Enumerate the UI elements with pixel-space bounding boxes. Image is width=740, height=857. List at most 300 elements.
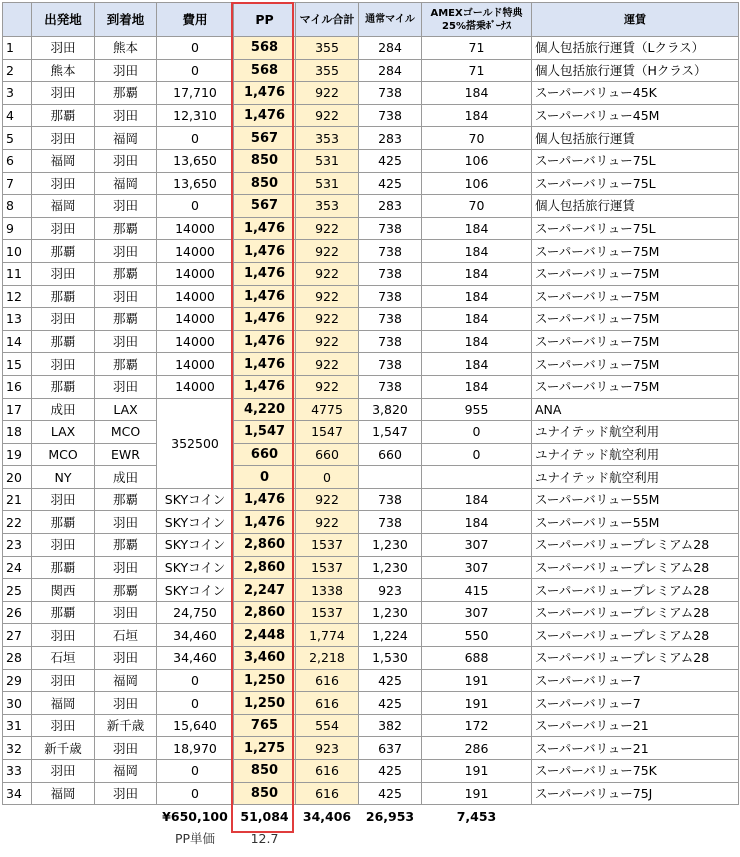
table-row: [3, 579, 739, 602]
bonus-cell: 184: [422, 511, 532, 534]
row-number: 21: [3, 488, 32, 511]
table-row: [3, 647, 739, 670]
miles-total-cell: 922: [296, 82, 359, 105]
miles-total-cell: 4775: [296, 398, 359, 421]
miles-total-cell: 616: [296, 782, 359, 805]
pp-cell: 2,247: [234, 579, 296, 602]
fare-cell: スーパーバリュー75M: [532, 240, 739, 263]
bonus-cell: 307: [422, 556, 532, 579]
bonus-cell: 191: [422, 782, 532, 805]
cost-cell: SKYコイン: [157, 579, 234, 602]
miles-normal-cell: 382: [359, 714, 422, 737]
row-number: 1: [3, 37, 32, 60]
bonus-cell: 307: [422, 534, 532, 557]
arrival-cell: 新千歳: [95, 714, 157, 737]
arrival-cell: 羽田: [95, 59, 157, 82]
bonus-cell: 184: [422, 262, 532, 285]
bonus-cell: 71: [422, 59, 532, 82]
pp-cell: 2,860: [234, 601, 296, 624]
bonus-cell: [422, 466, 532, 489]
miles-total-cell: 353: [296, 195, 359, 218]
departure-cell: 那覇: [32, 240, 95, 263]
row-number: 33: [3, 760, 32, 783]
row-number: 25: [3, 579, 32, 602]
table-row: [3, 556, 739, 579]
miles-normal-cell: 1,230: [359, 534, 422, 557]
arrival-cell: 羽田: [95, 556, 157, 579]
fare-cell: スーパーバリュー75M: [532, 262, 739, 285]
bonus-cell: 191: [422, 669, 532, 692]
miles-total-cell: 922: [296, 262, 359, 285]
cost-cell: SKYコイン: [157, 488, 234, 511]
miles-normal-cell: 738: [359, 262, 422, 285]
arrival-cell: 羽田: [95, 330, 157, 353]
departure-cell: 羽田: [32, 760, 95, 783]
pp-cell: 568: [234, 59, 296, 82]
unit-price-row: [3, 827, 739, 849]
fare-cell: スーパーバリュー75M: [532, 308, 739, 331]
arrival-cell: 羽田: [95, 737, 157, 760]
miles-normal-cell: 425: [359, 760, 422, 783]
table-row: [3, 760, 739, 783]
table-row: [3, 149, 739, 172]
fare-cell: 個人包括旅行運賃: [532, 195, 739, 218]
unit-price-label: PP単価: [174, 830, 216, 846]
arrival-cell: 羽田: [95, 782, 157, 805]
row-number: 20: [3, 466, 32, 489]
fare-cell: スーパーバリュー45M: [532, 104, 739, 127]
fare-cell: ユナイテッド航空利用: [532, 421, 739, 444]
miles-normal-cell: 1,224: [359, 624, 422, 647]
pp-cell: 765: [234, 714, 296, 737]
arrival-cell: 那覇: [95, 488, 157, 511]
miles-total-cell: 1537: [296, 556, 359, 579]
table-body: [3, 37, 739, 805]
row-number: 8: [3, 195, 32, 218]
arrival-cell: 羽田: [95, 692, 157, 715]
total-cost: ¥650,100: [162, 808, 228, 824]
row-number: 9: [3, 217, 32, 240]
pp-cell: 850: [234, 172, 296, 195]
miles-normal-cell: 738: [359, 330, 422, 353]
departure-cell: 羽田: [32, 82, 95, 105]
arrival-cell: EWR: [95, 443, 157, 466]
header-amex-line1: AMEXゴールド特典: [430, 7, 523, 19]
miles-normal-cell: 425: [359, 669, 422, 692]
cost-cell: 14000: [157, 308, 234, 331]
row-number: 5: [3, 127, 32, 150]
departure-cell: 成田: [32, 398, 95, 421]
miles-normal-cell: 425: [359, 782, 422, 805]
miles-normal-cell: 284: [359, 59, 422, 82]
miles-total-cell: 353: [296, 127, 359, 150]
miles-normal-cell: 923: [359, 579, 422, 602]
arrival-cell: 福岡: [95, 172, 157, 195]
cost-cell: 13,650: [157, 149, 234, 172]
cost-cell: 0: [157, 760, 234, 783]
miles-total-cell: 922: [296, 104, 359, 127]
cost-cell: SKYコイン: [157, 556, 234, 579]
pp-cell: 567: [234, 127, 296, 150]
miles-total-cell: 922: [296, 308, 359, 331]
row-number: 2: [3, 59, 32, 82]
bonus-cell: 191: [422, 692, 532, 715]
arrival-cell: 石垣: [95, 624, 157, 647]
cost-cell: 0: [157, 195, 234, 218]
fare-cell: スーパーバリュー75L: [532, 149, 739, 172]
pp-cell: 1,250: [234, 669, 296, 692]
miles-normal-cell: 1,230: [359, 556, 422, 579]
fare-cell: スーパーバリュー55M: [532, 511, 739, 534]
pp-cell: 850: [234, 760, 296, 783]
departure-cell: 羽田: [32, 308, 95, 331]
pp-cell: 660: [234, 443, 296, 466]
header-arrival: 到着地: [95, 3, 157, 37]
table-row: [3, 624, 739, 647]
cost-cell: 12,310: [157, 104, 234, 127]
miles-total-cell: 2,218: [296, 647, 359, 670]
miles-normal-cell: 738: [359, 217, 422, 240]
row-number: 6: [3, 149, 32, 172]
departure-cell: 那覇: [32, 511, 95, 534]
arrival-cell: 福岡: [95, 669, 157, 692]
miles-total-cell: 1547: [296, 421, 359, 444]
miles-total-cell: 922: [296, 217, 359, 240]
cost-cell: 0: [157, 37, 234, 60]
arrival-cell: 那覇: [95, 217, 157, 240]
row-number: 15: [3, 353, 32, 376]
bonus-cell: 70: [422, 127, 532, 150]
cost-cell: 13,650: [157, 172, 234, 195]
departure-cell: 福岡: [32, 195, 95, 218]
table-row: [3, 262, 739, 285]
miles-total-cell: 922: [296, 240, 359, 263]
miles-total-cell: 531: [296, 149, 359, 172]
row-number: 31: [3, 714, 32, 737]
miles-normal-cell: [359, 466, 422, 489]
total-miles-normal: 26,953: [365, 808, 415, 824]
cost-cell: 0: [157, 692, 234, 715]
arrival-cell: 福岡: [95, 760, 157, 783]
miles-total-cell: 355: [296, 59, 359, 82]
row-number: 24: [3, 556, 32, 579]
cost-cell: 0: [157, 782, 234, 805]
bonus-cell: 184: [422, 217, 532, 240]
table-row: [3, 285, 739, 308]
fare-cell: スーパーバリュープレミアム28: [532, 601, 739, 624]
departure-cell: 羽田: [32, 127, 95, 150]
table-row: [3, 82, 739, 105]
cost-cell: SKYコイン: [157, 511, 234, 534]
row-number: 13: [3, 308, 32, 331]
table-row: [3, 217, 739, 240]
pp-cell: 2,448: [234, 624, 296, 647]
table-row: [3, 240, 739, 263]
merged-cost-cell: 352500: [157, 398, 234, 488]
miles-normal-cell: 1,530: [359, 647, 422, 670]
bonus-cell: 550: [422, 624, 532, 647]
cost-cell: SKYコイン: [157, 534, 234, 557]
cost-cell: 14000: [157, 353, 234, 376]
row-number: 3: [3, 82, 32, 105]
departure-cell: NY: [32, 466, 95, 489]
bonus-cell: 191: [422, 760, 532, 783]
bonus-cell: 70: [422, 195, 532, 218]
total-bonus: 7,453: [456, 808, 497, 824]
miles-normal-cell: 1,230: [359, 601, 422, 624]
header-pp: PP: [234, 3, 296, 37]
table-row: [3, 511, 739, 534]
miles-total-cell: 922: [296, 330, 359, 353]
table-row: [3, 737, 739, 760]
miles-normal-cell: 637: [359, 737, 422, 760]
row-number: 16: [3, 375, 32, 398]
departure-cell: 福岡: [32, 692, 95, 715]
bonus-cell: 184: [422, 353, 532, 376]
departure-cell: 福岡: [32, 782, 95, 805]
miles-total-cell: 922: [296, 353, 359, 376]
fare-cell: スーパーバリュー21: [532, 737, 739, 760]
cost-cell: 14000: [157, 217, 234, 240]
table-row: [3, 104, 739, 127]
arrival-cell: 羽田: [95, 149, 157, 172]
miles-total-cell: 554: [296, 714, 359, 737]
arrival-cell: MCO: [95, 421, 157, 444]
departure-cell: 石垣: [32, 647, 95, 670]
fare-cell: スーパーバリュー75M: [532, 330, 739, 353]
fare-cell: スーパーバリュープレミアム28: [532, 556, 739, 579]
flight-log-table: [2, 2, 739, 849]
bonus-cell: 184: [422, 285, 532, 308]
miles-normal-cell: 738: [359, 82, 422, 105]
row-number: 32: [3, 737, 32, 760]
pp-cell: 1,476: [234, 375, 296, 398]
miles-total-cell: 531: [296, 172, 359, 195]
arrival-cell: 羽田: [95, 104, 157, 127]
miles-normal-cell: 425: [359, 692, 422, 715]
header-miles-normal: 通常マイル: [359, 3, 422, 37]
miles-normal-cell: 738: [359, 104, 422, 127]
table-row: [3, 127, 739, 150]
departure-cell: 福岡: [32, 149, 95, 172]
miles-normal-cell: 738: [359, 375, 422, 398]
bonus-cell: 184: [422, 375, 532, 398]
departure-cell: 羽田: [32, 624, 95, 647]
departure-cell: 那覇: [32, 330, 95, 353]
fare-cell: ユナイテッド航空利用: [532, 443, 739, 466]
departure-cell: 那覇: [32, 285, 95, 308]
pp-cell: 1,476: [234, 353, 296, 376]
bonus-cell: 184: [422, 308, 532, 331]
header-row: [3, 3, 739, 37]
header-fare: 運賃: [532, 3, 739, 37]
header-amex-bonus: [422, 3, 532, 37]
fare-cell: スーパーバリュー75J: [532, 782, 739, 805]
miles-normal-cell: 738: [359, 240, 422, 263]
header-cost: 費用: [157, 3, 234, 37]
table-row: [3, 172, 739, 195]
arrival-cell: 羽田: [95, 195, 157, 218]
row-number: 34: [3, 782, 32, 805]
table-row: [3, 353, 739, 376]
miles-normal-cell: 425: [359, 172, 422, 195]
fare-cell: スーパーバリュー75M: [532, 375, 739, 398]
cost-cell: 34,460: [157, 624, 234, 647]
fare-cell: スーパーバリュー55M: [532, 488, 739, 511]
miles-total-cell: 922: [296, 488, 359, 511]
table-row: [3, 375, 739, 398]
arrival-cell: 羽田: [95, 375, 157, 398]
pp-cell: 568: [234, 37, 296, 60]
departure-cell: 羽田: [32, 262, 95, 285]
departure-cell: 那覇: [32, 104, 95, 127]
arrival-cell: 羽田: [95, 285, 157, 308]
row-number: 26: [3, 601, 32, 624]
fare-cell: スーパーバリュー75L: [532, 217, 739, 240]
miles-normal-cell: 738: [359, 308, 422, 331]
table-row: [3, 601, 739, 624]
pp-cell: 1,476: [234, 240, 296, 263]
miles-normal-cell: 738: [359, 488, 422, 511]
miles-total-cell: 923: [296, 737, 359, 760]
departure-cell: 羽田: [32, 172, 95, 195]
miles-normal-cell: 738: [359, 285, 422, 308]
departure-cell: 羽田: [32, 669, 95, 692]
table-row: [3, 59, 739, 82]
departure-cell: 羽田: [32, 488, 95, 511]
fare-cell: スーパーバリュープレミアム28: [532, 647, 739, 670]
pp-cell: 567: [234, 195, 296, 218]
bonus-cell: 71: [422, 37, 532, 60]
pp-cell: 1,476: [234, 285, 296, 308]
pp-cell: 3,460: [234, 647, 296, 670]
departure-cell: 羽田: [32, 37, 95, 60]
miles-total-cell: 1537: [296, 601, 359, 624]
pp-cell: 850: [234, 149, 296, 172]
departure-cell: 羽田: [32, 534, 95, 557]
table-row: [3, 330, 739, 353]
departure-cell: MCO: [32, 443, 95, 466]
row-number: 7: [3, 172, 32, 195]
arrival-cell: LAX: [95, 398, 157, 421]
arrival-cell: 那覇: [95, 262, 157, 285]
miles-normal-cell: 738: [359, 353, 422, 376]
pp-cell: 1,476: [234, 262, 296, 285]
table-row: [3, 534, 739, 557]
row-number: 11: [3, 262, 32, 285]
cost-cell: 0: [157, 669, 234, 692]
pp-cell: 0: [234, 466, 296, 489]
cost-cell: 17,710: [157, 82, 234, 105]
totals-row: [3, 805, 739, 828]
miles-normal-cell: 283: [359, 195, 422, 218]
departure-cell: 羽田: [32, 217, 95, 240]
departure-cell: 羽田: [32, 714, 95, 737]
miles-total-cell: 660: [296, 443, 359, 466]
arrival-cell: 那覇: [95, 534, 157, 557]
row-number: 12: [3, 285, 32, 308]
fare-cell: スーパーバリュー45K: [532, 82, 739, 105]
bonus-cell: 0: [422, 421, 532, 444]
departure-cell: 新千歳: [32, 737, 95, 760]
pp-cell: 1,476: [234, 217, 296, 240]
pp-cell: 1,476: [234, 488, 296, 511]
miles-total-cell: 922: [296, 511, 359, 534]
cost-cell: 14000: [157, 375, 234, 398]
table-row: [3, 466, 739, 489]
cost-cell: 14000: [157, 330, 234, 353]
header-num: [3, 3, 32, 37]
pp-cell: 1,476: [234, 330, 296, 353]
unit-price-value: 12.7: [250, 830, 279, 846]
row-number: 14: [3, 330, 32, 353]
miles-total-cell: 0: [296, 466, 359, 489]
miles-normal-cell: 425: [359, 149, 422, 172]
row-number: 4: [3, 104, 32, 127]
miles-normal-cell: 1,547: [359, 421, 422, 444]
table-row: [3, 195, 739, 218]
fare-cell: スーパーバリュー7: [532, 692, 739, 715]
cost-cell: 14000: [157, 262, 234, 285]
fare-cell: 個人包括旅行運賃（Lクラス）: [532, 37, 739, 60]
bonus-cell: 0: [422, 443, 532, 466]
row-number: 17: [3, 398, 32, 421]
pp-cell: 2,860: [234, 556, 296, 579]
pp-cell: 1,476: [234, 511, 296, 534]
row-number: 27: [3, 624, 32, 647]
fare-cell: スーパーバリュー75L: [532, 172, 739, 195]
table-row: [3, 714, 739, 737]
cost-cell: 0: [157, 59, 234, 82]
fare-cell: スーパーバリュー75M: [532, 285, 739, 308]
miles-normal-cell: 283: [359, 127, 422, 150]
departure-cell: 関西: [32, 579, 95, 602]
pp-cell: 1,275: [234, 737, 296, 760]
bonus-cell: 106: [422, 149, 532, 172]
arrival-cell: 羽田: [95, 240, 157, 263]
pp-cell: 2,860: [234, 534, 296, 557]
fare-cell: スーパーバリュー75K: [532, 760, 739, 783]
row-number: 29: [3, 669, 32, 692]
pp-cell: 1,250: [234, 692, 296, 715]
pp-cell: 1,476: [234, 82, 296, 105]
cost-cell: 18,970: [157, 737, 234, 760]
table-row: [3, 37, 739, 60]
table-row: [3, 421, 739, 444]
arrival-cell: 羽田: [95, 511, 157, 534]
row-number: 10: [3, 240, 32, 263]
pp-cell: 1,476: [234, 104, 296, 127]
row-number: 19: [3, 443, 32, 466]
miles-total-cell: 1338: [296, 579, 359, 602]
bonus-cell: 286: [422, 737, 532, 760]
header-departure: 出発地: [32, 3, 95, 37]
table-row: [3, 488, 739, 511]
table-row: [3, 782, 739, 805]
fare-cell: スーパーバリュープレミアム28: [532, 624, 739, 647]
table-row: [3, 443, 739, 466]
miles-total-cell: 355: [296, 37, 359, 60]
cost-cell: 14000: [157, 285, 234, 308]
fare-cell: ユナイテッド航空利用: [532, 466, 739, 489]
miles-total-cell: 922: [296, 285, 359, 308]
row-number: 30: [3, 692, 32, 715]
departure-cell: 那覇: [32, 601, 95, 624]
fare-cell: スーパーバリュープレミアム28: [532, 534, 739, 557]
header-amex-line2: 25%搭乗ﾎﾞｰﾅｽ: [442, 20, 511, 32]
arrival-cell: 那覇: [95, 82, 157, 105]
miles-total-cell: 1,774: [296, 624, 359, 647]
